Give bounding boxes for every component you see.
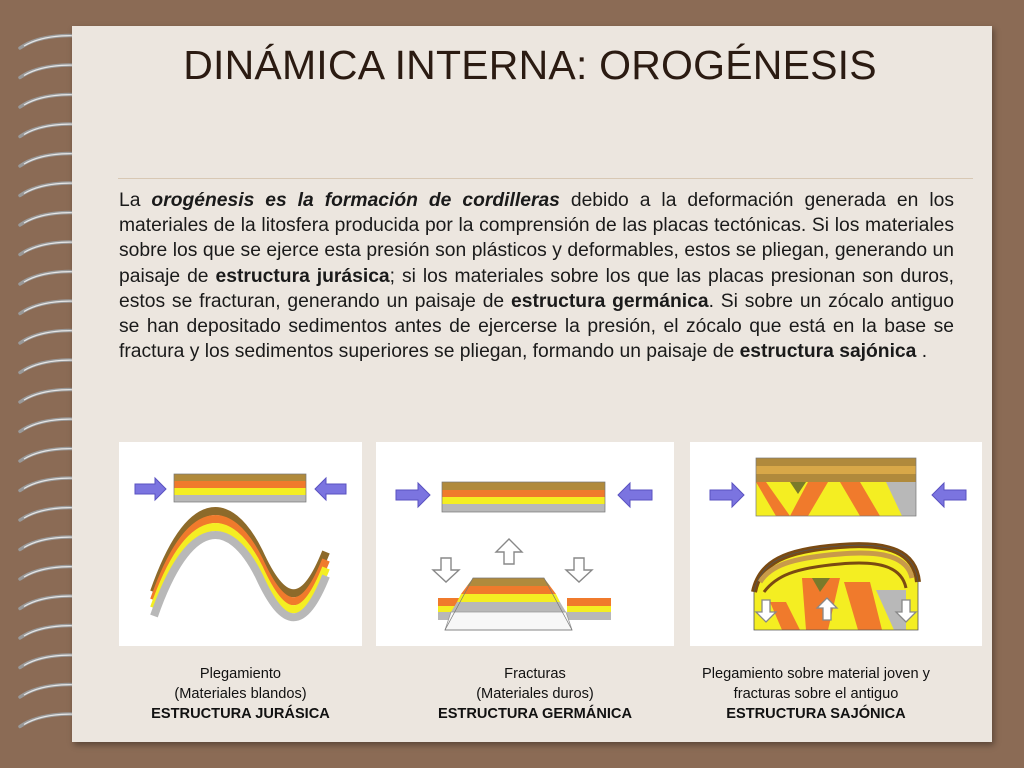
caption-line: (Materiales duros) [476, 686, 594, 702]
layered-block [756, 458, 916, 516]
text-run: ; si los materiales sobre los que las placas presionan son duros, estos se fracturan, generando un paisaje de [119, 265, 955, 312]
figure-fracturas [376, 442, 674, 646]
caption-line: Fracturas [504, 666, 566, 682]
caption-structure-name: ESTRUCTURA JURÁSICA [151, 706, 330, 722]
figure-plegamiento [119, 442, 362, 646]
caption-sajonica [676, 664, 956, 724]
caption-germanica [376, 664, 694, 724]
compression-arrow-icon [618, 483, 652, 507]
fault-arrow-icon [433, 539, 592, 582]
caption-jurasica [119, 664, 362, 724]
highlight-sajonica: estructura sajónica [739, 341, 917, 363]
compression-arrow-icon [932, 483, 966, 507]
title-divider [118, 178, 973, 179]
caption-structure-name: ESTRUCTURA SAJÓNICA [726, 706, 906, 722]
caption-line: Plegamiento sobre material joven y [702, 666, 930, 682]
text-run: La [119, 190, 152, 211]
text-run: debido a la deformación generada en los materiales de la litosfera producida por la comprensión de las placas tectónicas. Si los materiales sobre los que se ejerce esta presión son plásticos y deformables, estos se pliegan, generando un paisaje de [119, 190, 954, 287]
flat-layers [174, 474, 306, 502]
compression-arrow-icon [396, 483, 430, 507]
flat-layers [442, 482, 605, 512]
highlight-germanica: estructura germánica [511, 290, 709, 312]
caption-structure-name: ESTRUCTURA GERMÁNICA [437, 706, 633, 722]
body-paragraph [119, 188, 954, 364]
compression-arrow-icon [135, 478, 166, 500]
caption-line: (Materiales blandos) [174, 686, 307, 702]
deformed-block [754, 545, 918, 630]
folded-layers [154, 511, 326, 617]
page-title: DINÁMICA INTERNA: OROGÉNESIS [183, 42, 877, 88]
highlight-jurasica: estructura jurásica [215, 265, 390, 287]
figure-sajonica [690, 442, 982, 646]
compression-arrow-icon [315, 478, 346, 500]
caption-line: fracturas sobre el antiguo [733, 686, 899, 702]
caption-line: Plegamiento [199, 666, 282, 682]
text-run: . Si sobre un zócalo antiguo se han depositado sedimentos antes de ejercerse la presión, el zócalo que está en la base se fractura y los sedimentos superiores se pliegan, formando un paisaje de [119, 290, 954, 363]
highlight-orogenesis: orogénesis es la formación de cordilleras [151, 190, 560, 211]
horst-block [438, 578, 611, 630]
text-run: . [916, 341, 928, 363]
compression-arrow-icon [710, 483, 744, 507]
